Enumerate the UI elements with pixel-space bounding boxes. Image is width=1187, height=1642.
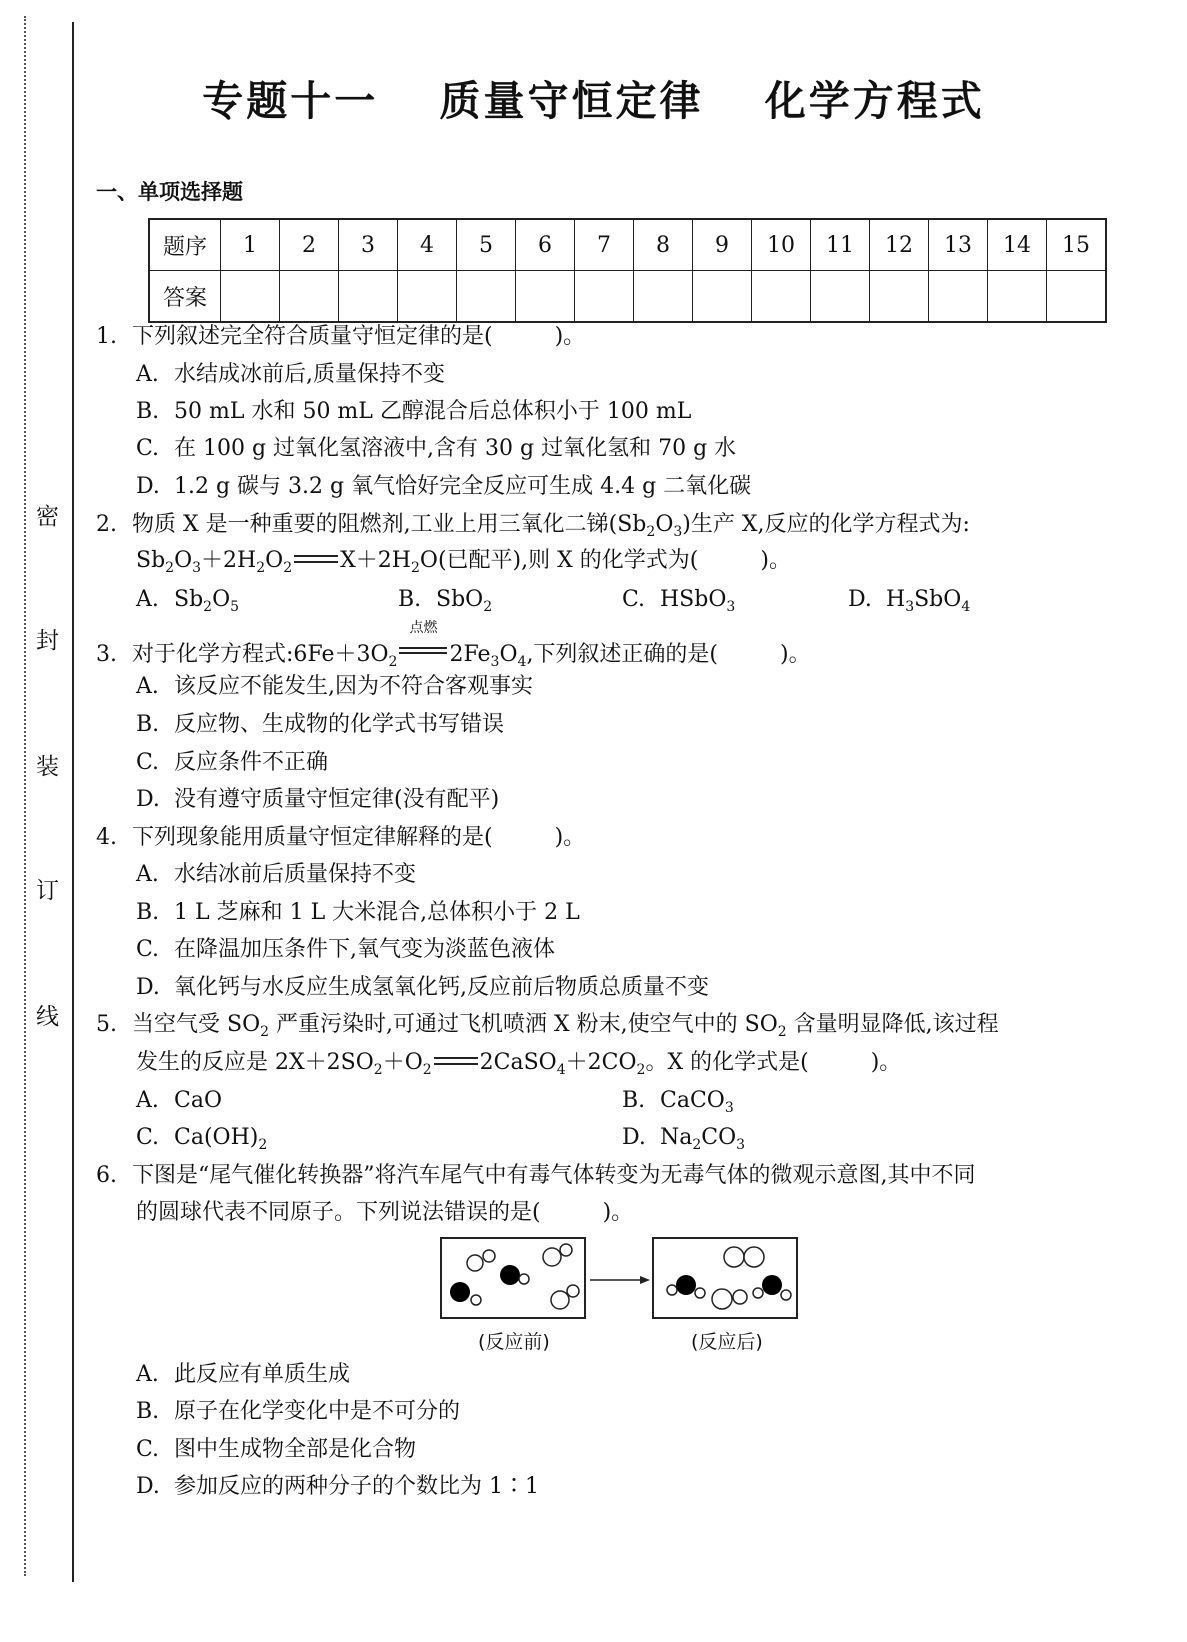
answer-cell[interactable] xyxy=(634,271,693,323)
answer-table-number: 3 xyxy=(339,219,398,271)
option-letter: C. xyxy=(136,937,160,962)
q4-stem xyxy=(96,827,585,849)
q4-option-b[interactable] xyxy=(136,902,580,924)
answer-cell[interactable] xyxy=(575,271,634,323)
reaction-condition-sign xyxy=(397,620,449,661)
option-text: 原子在化学变化中是不可分的 xyxy=(174,1399,461,1424)
answer-table-number: 5 xyxy=(457,219,516,271)
option-letter: B. xyxy=(136,712,160,737)
answer-cell[interactable] xyxy=(457,271,516,323)
answer-table-number: 4 xyxy=(398,219,457,271)
caption-after: (反应后) xyxy=(691,1331,763,1353)
binding-char-ding: 订 xyxy=(36,878,59,904)
answer-table-number: 15 xyxy=(1047,219,1107,271)
q1-stem-end: )。 xyxy=(554,324,586,349)
q2-stem-close: )。 xyxy=(760,548,791,573)
q5-number: 5. xyxy=(96,1012,117,1037)
answer-table-number: 7 xyxy=(575,219,634,271)
title-subject-2: 化学方程式 xyxy=(764,77,985,125)
q1-number: 1. xyxy=(96,324,117,349)
q5-option-a[interactable]: A. CaO xyxy=(136,1088,222,1113)
q6-stem-text-2: 的圆球代表不同原子。下列说法错误的是( xyxy=(136,1200,541,1225)
answer-table-number: 6 xyxy=(516,219,575,271)
q2-stem: 2. 物质 X 是一种重要的阻燃剂,工业上用三氧化二锑$(Sb_2O_3)$生产 X,反应的化学方程式为: xyxy=(96,512,970,540)
option-letter: C. xyxy=(136,1125,160,1150)
option-text: 没有遵守质量守恒定律(没有配平) xyxy=(174,787,500,812)
option-letter: C. xyxy=(136,436,160,461)
answer-cell[interactable] xyxy=(339,271,398,323)
option-letter: D. xyxy=(136,787,160,812)
option-letter: D. xyxy=(848,587,872,612)
answer-cell[interactable] xyxy=(221,271,280,323)
option-letter: C. xyxy=(136,750,160,775)
option-letter: B. xyxy=(622,1088,646,1113)
q5-stem: 5. 当空气受 $SO_2$ 严重污染时,可通过飞机喷洒 X 粉末,使空气中的 $SO_2$ 含量明显降低,该过程 xyxy=(96,1012,999,1040)
option-letter: D. xyxy=(136,474,160,499)
answer-table-number: 10 xyxy=(752,219,811,271)
option-letter: C. xyxy=(622,587,646,612)
answer-table xyxy=(148,218,1107,323)
q1-option-b[interactable] xyxy=(136,401,691,423)
q6-stem-line-2 xyxy=(136,1202,633,1224)
q6-stem xyxy=(96,1165,976,1187)
q6-number: 6. xyxy=(96,1163,117,1188)
answer-table-row2-label: 答案 xyxy=(149,271,221,323)
option-text: 反应条件不正确 xyxy=(174,750,329,775)
title-topic: 专题十一 xyxy=(202,77,379,125)
q4-option-a[interactable] xyxy=(136,864,416,886)
answer-table-answer-row xyxy=(149,271,1106,323)
q3-option-a[interactable] xyxy=(136,676,533,698)
q4-stem-end: )。 xyxy=(554,825,586,850)
answer-table-number: 9 xyxy=(693,219,752,271)
answer-cell[interactable] xyxy=(811,271,870,323)
option-letter: B. xyxy=(398,587,422,612)
q6-stem-close: )。 xyxy=(602,1200,634,1225)
q3-stem-text: 对于化学方程式: xyxy=(132,642,294,667)
option-letter: D. xyxy=(136,975,160,1000)
answer-table-number: 11 xyxy=(811,219,870,271)
binding-char-mi: 密 xyxy=(36,504,59,530)
answer-table-number-row xyxy=(149,219,1106,271)
title-subject-1: 质量守恒定律 xyxy=(439,77,704,125)
q5-option-c[interactable]: C. $Ca(OH)_2$ xyxy=(136,1125,268,1153)
q4-number: 4. xyxy=(96,825,117,850)
answer-table-number: 2 xyxy=(280,219,339,271)
q5-stem-close: )。 xyxy=(870,1050,902,1075)
q5-option-d[interactable]: D. $Na_2CO_3$ xyxy=(622,1125,746,1153)
caption-before: (反应前) xyxy=(478,1331,550,1353)
q1-option-a[interactable] xyxy=(136,364,445,386)
option-text: 此反应有单质生成 xyxy=(174,1362,351,1387)
option-letter: D. xyxy=(622,1125,646,1150)
q3-option-d[interactable] xyxy=(136,789,499,811)
option-letter: A. xyxy=(136,1088,159,1113)
answer-table-number: 1 xyxy=(221,219,280,271)
option-text: 水结成冰前后,质量保持不变 xyxy=(174,362,445,387)
answer-cell[interactable] xyxy=(929,271,988,323)
q1-option-d[interactable] xyxy=(136,476,751,498)
q3-option-b[interactable] xyxy=(136,714,504,736)
q5-stem-text-2: 发生的反应是 xyxy=(136,1050,275,1075)
q6-option-b[interactable] xyxy=(136,1401,460,1423)
option-text: 反应物、生成物的化学式书写错误 xyxy=(174,712,505,737)
q5-equation-line: 发生的反应是 $2X+2SO_2+O_2$ $2CaSO_4+2CO_2$。X 的化学式是( )。 xyxy=(136,1050,902,1078)
option-text: 水结冰前后质量保持不变 xyxy=(174,862,417,887)
before-reaction-box xyxy=(441,1238,585,1318)
option-text: 参加反应的两种分子的个数比为 1∶1 xyxy=(174,1474,539,1499)
option-text: 1 L 芝麻和 1 L 大米混合,总体积小于 2 L xyxy=(174,900,580,925)
option-letter: B. xyxy=(136,1399,160,1424)
reaction-arrow xyxy=(590,1276,650,1284)
option-letter: B. xyxy=(136,399,160,424)
answer-cell[interactable] xyxy=(693,271,752,323)
q6-option-d[interactable] xyxy=(136,1476,539,1498)
q2-option-c[interactable]: C. HSbO$_3$ xyxy=(622,587,736,615)
q2-equation-line: $Sb_2O_3+2H_2O_2$ $X+2H_2O$(已配平),则 X 的化学式为( )。 xyxy=(136,548,791,576)
q5-stem-text-end: 。X 的化学式是( xyxy=(645,1050,809,1075)
answer-table-row1-label: 题序 xyxy=(149,219,221,271)
option-letter: B. xyxy=(136,900,160,925)
q2-stem-text-2: (已配平),则 X 的化学式为( xyxy=(437,548,699,573)
q3-stem: 3. 对于化学方程式$:6Fe+3O_2$ 点燃 $2Fe_3O_4$,下列叙述正确的是( )。 xyxy=(96,620,811,670)
q6-option-a[interactable] xyxy=(136,1364,350,1386)
q6-stem-text: 下图是“尾气催化转换器”将汽车尾气中有毒气体转变为无毒气体的微观示意图,其中不同 xyxy=(132,1163,976,1188)
option-letter: A. xyxy=(136,362,159,387)
answer-cell[interactable] xyxy=(752,271,811,323)
q5-stem-text: 严重污染时,可通过飞机喷洒 X 粉末,使空气中的 xyxy=(269,1012,745,1037)
equals-sign xyxy=(292,552,340,566)
q3-stem-text-end: ,下列叙述正确的是( xyxy=(526,642,719,667)
binding-char-feng: 封 xyxy=(36,628,59,654)
q3-number: 3. xyxy=(96,642,117,667)
q2-option-a[interactable]: A. $Sb_2O_5$ xyxy=(136,587,240,615)
q5-stem-text: 当空气受 xyxy=(132,1012,227,1037)
option-letter: D. xyxy=(136,1474,160,1499)
option-text: 50 mL 水和 50 mL 乙醇混合后总体积小于 100 mL xyxy=(174,399,692,424)
q2-number: 2. xyxy=(96,512,117,537)
reaction-diagram xyxy=(440,1235,800,1325)
answer-cell[interactable] xyxy=(280,271,339,323)
option-text: 该反应不能发生,因为不符合客观事实 xyxy=(174,674,533,699)
q5-stem-text: 含量明显降低,该过程 xyxy=(786,1012,999,1037)
option-letter: C. xyxy=(136,1437,160,1462)
equals-sign xyxy=(432,1054,480,1068)
answer-table-number: 8 xyxy=(634,219,693,271)
q2-option-d[interactable]: D. $H_3SbO_4$ xyxy=(848,587,971,615)
answer-cell[interactable] xyxy=(988,271,1047,323)
q5-option-b[interactable]: B. CaCO$_3$ xyxy=(622,1088,734,1116)
binding-dashed-line xyxy=(24,16,26,1576)
option-text: 1.2 g 碳与 3.2 g 氧气恰好完全反应可生成 4.4 g 二氧化碳 xyxy=(174,474,752,499)
option-text: 在降温加压条件下,氧气变为淡蓝色液体 xyxy=(174,937,555,962)
q3-stem-close: )。 xyxy=(780,642,811,667)
answer-cell[interactable] xyxy=(1047,271,1107,323)
q4-option-c[interactable] xyxy=(136,939,555,961)
q4-stem-text: 下列现象能用质量守恒定律解释的是( xyxy=(132,825,493,850)
q1-stem-text: 下列叙述完全符合质量守恒定律的是( xyxy=(132,324,493,349)
q2-stem-text-end: )生产 X,反应的化学方程式为: xyxy=(682,512,970,537)
q6-option-c[interactable] xyxy=(136,1439,416,1461)
answer-cell[interactable] xyxy=(516,271,575,323)
option-letter: A. xyxy=(136,1362,159,1387)
answer-table-number: 12 xyxy=(870,219,929,271)
q1-stem xyxy=(96,326,585,348)
answer-cell[interactable] xyxy=(398,271,457,323)
answer-cell[interactable] xyxy=(870,271,929,323)
reaction-condition: 点燃 xyxy=(409,620,438,636)
answer-table-number: 14 xyxy=(988,219,1047,271)
option-text: 图中生成物全部是化合物 xyxy=(174,1437,417,1462)
q4-option-d[interactable] xyxy=(136,977,709,999)
option-letter: A. xyxy=(136,674,159,699)
option-letter: A. xyxy=(136,587,159,612)
page-title xyxy=(0,68,1187,127)
option-text: 氧化钙与水反应生成氢氧化钙,反应前后物质总质量不变 xyxy=(174,975,709,1000)
margin-rule xyxy=(72,22,74,1582)
binding-char-xian: 线 xyxy=(36,1004,59,1030)
section-heading: 一、单项选择题 xyxy=(96,180,243,204)
q2-stem-text: 物质 X 是一种重要的阻燃剂,工业上用三氧化二锑( xyxy=(132,512,618,537)
answer-table-number: 13 xyxy=(929,219,988,271)
q3-option-c[interactable] xyxy=(136,752,328,774)
after-reaction-box xyxy=(653,1238,797,1318)
binding-char-zhuang: 装 xyxy=(36,754,59,780)
q1-option-c[interactable] xyxy=(136,438,736,460)
option-text: 在 100 g 过氧化氢溶液中,含有 30 g 过氧化氢和 70 g 水 xyxy=(174,436,737,461)
q2-option-b[interactable]: B. SbO$_2$ xyxy=(398,587,493,615)
option-letter: A. xyxy=(136,862,159,887)
